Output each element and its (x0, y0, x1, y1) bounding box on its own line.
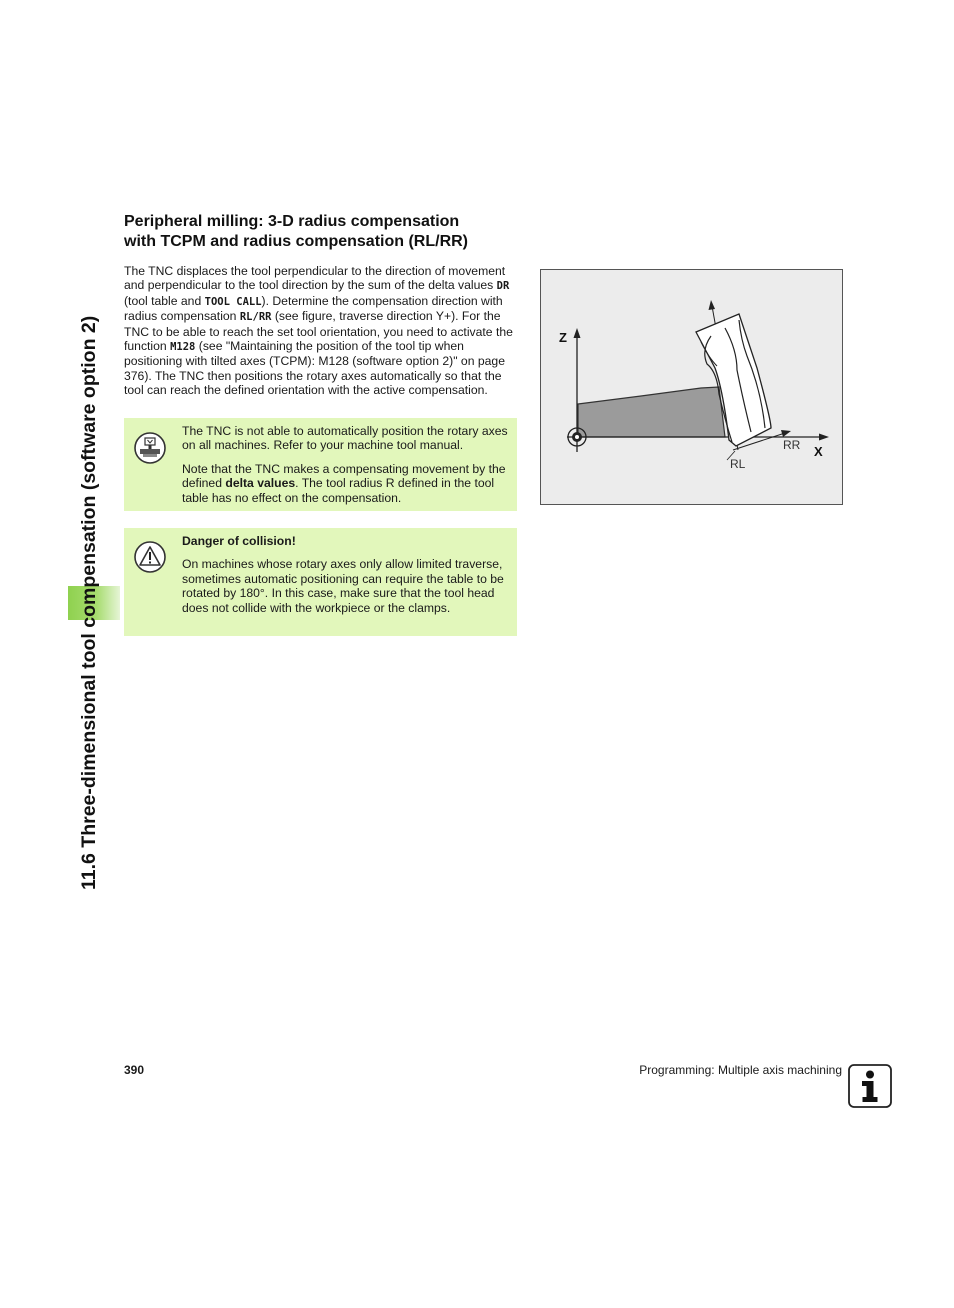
body-text-4: (see figure, traverse direction Y+). For the TNC to be able to reach the set tool orientation, you need to activate the function (124, 309, 513, 354)
footer-chapter-title: Programming: Multiple axis machining (639, 1063, 842, 1077)
x-axis-arrow (819, 434, 829, 441)
machine-note-p2-a: Note that the TNC makes a compensating movement by the defined (182, 461, 506, 491)
warning-p1: On machines whose rotary axes only allow limited traverse, sometimes automatic positioning can require the table to be rotated by 180°. In this case, make sure that the tool head does not collide with the workpiece or the clamps. (182, 557, 504, 615)
machine-dependent-icon (134, 432, 166, 464)
rr-label: RR (783, 438, 801, 452)
body-text-1: The TNC displaces the tool perpendicular to the direction of movement and perpendicular to the tool direction by the sum of the delta values (124, 264, 506, 293)
code-m128: M128 (170, 341, 196, 354)
section-heading (124, 212, 524, 252)
heading-line-2: with TCPM and radius compensation (RL/RR) (124, 233, 469, 250)
tool-axis-arrow (709, 300, 716, 310)
chapter-side-title: 11.6 Three-dimensional tool compensation (software option 2) (78, 315, 100, 890)
code-rl-rr: RL/RR (239, 311, 272, 324)
code-tool-call: TOOL CALL (204, 295, 262, 308)
machine-note-p2-bold: delta values (225, 476, 296, 491)
body-paragraph (124, 264, 517, 398)
machine-note-text (182, 424, 510, 505)
heading-line-1: Peripheral milling: 3-D radius compensation (124, 213, 460, 230)
warning-icon (134, 541, 166, 573)
rl-label: RL (730, 457, 746, 471)
tool-diagram-drawing (541, 270, 842, 504)
radius-compensation-figure (540, 269, 843, 505)
x-axis-label: X (814, 444, 823, 459)
body-text-3: ). Determine the compensation direction with radius compensation (124, 293, 503, 324)
warning-note-box (124, 528, 517, 636)
warning-note-text (182, 534, 510, 615)
code-dr: DR (496, 280, 510, 293)
info-icon (848, 1064, 892, 1108)
machine-note-p2 (182, 462, 510, 505)
machine-note-p1: The TNC is not able to automatically position the rotary axes on all machines. Refer to your machine tool manual. (182, 424, 508, 453)
z-axis-label: Z (559, 330, 567, 345)
machine-note-p2-b: . The tool radius R defined in the tool table has no effect on the compensation. (182, 476, 495, 505)
page-number: 390 (124, 1063, 145, 1077)
z-axis-arrow (574, 328, 581, 338)
warning-title: Danger of collision! (182, 534, 296, 548)
machine-note-box (124, 418, 517, 511)
compensation-arrow (781, 430, 791, 437)
workpiece-shape (578, 387, 725, 437)
origin-center (575, 435, 579, 439)
body-text-5: (see "Maintaining the position of the tool tip when positioning with tilted axes (TCPM): M128 (software option 2)" on page 376). The TNC then positions the rotary axes automatically so that the tool can reach the defined orientation with the active compensation. (124, 339, 505, 398)
body-text-2: (tool table and (124, 293, 205, 308)
